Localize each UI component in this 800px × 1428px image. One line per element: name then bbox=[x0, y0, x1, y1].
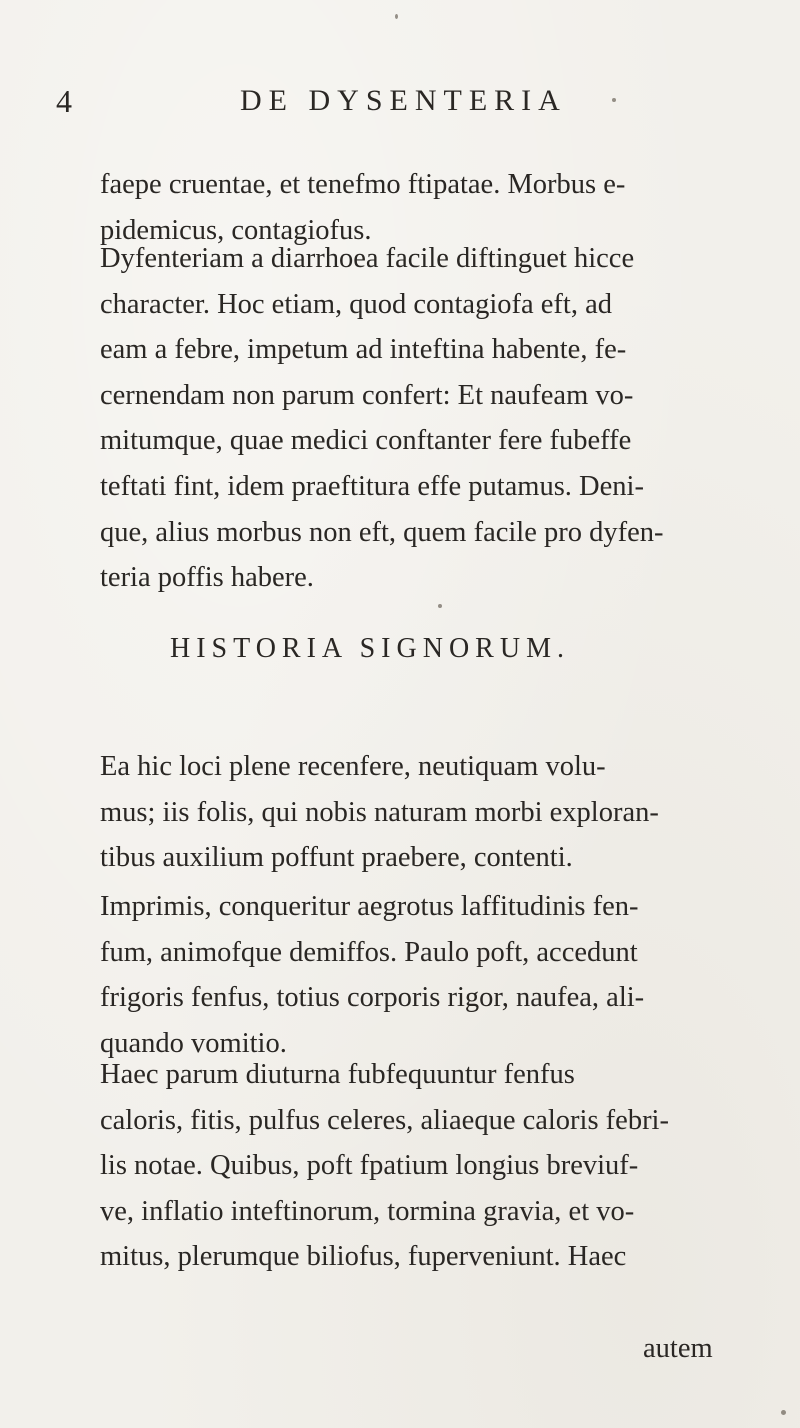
ink-speck bbox=[781, 1410, 786, 1415]
ink-speck bbox=[438, 604, 442, 608]
section-paragraph-1: Ea hic loci plene recenfere, neutiquam volu- mus; iis folis, qui nobis naturam morbi exploran- tibus auxilium poffunt praebere, contenti. bbox=[100, 751, 659, 874]
ink-speck bbox=[395, 14, 398, 19]
ink-speck bbox=[612, 98, 616, 102]
running-title: DE DYSENTERIA bbox=[240, 84, 567, 117]
paragraph-2: Dyfenteriam a diarrhoea facile diftinguet hicce character. Hoc etiam, quod contagiofa eft, ad eam a febre, impetum ad inteftina habente, fe- cernendam non parum confert: Et naufeam vo- mitumque, quae medici conftanter fere fubeffe teftati fint, idem praeftitura effe putamus. Deni- que, alius morbus non eft, quem facile pro dyfen- teria poffis habere. bbox=[100, 243, 664, 594]
catchword: autem bbox=[643, 1333, 713, 1364]
paragraph-1: faepe cruentae, et tenefmo ftipatae. Morbus e- pidemicus, contagiofus. bbox=[100, 169, 626, 246]
section-paragraph-3: Haec parum diuturna fubfequuntur fenfus caloris, fitis, pulfus celeres, aliaeque caloris febri- lis notae. Quibus, poft fpatium longius breviuf- ve, inflatio inteftinorum, tormina gravia, et vo- mitus, plerumque biliofus, fuperveniunt. Haec bbox=[100, 1059, 669, 1273]
section-paragraph-2: Imprimis, conqueritur aegrotus laffitudinis fen- fum, animofque demiffos. Paulo poft, accedunt frigoris fenfus, totius corporis rigor, naufea, ali- quando vomitio. bbox=[100, 891, 645, 1059]
running-head bbox=[50, 76, 750, 126]
page-number: 4 bbox=[56, 83, 72, 119]
section-heading: HISTORIA SIGNORUM. bbox=[170, 633, 570, 664]
